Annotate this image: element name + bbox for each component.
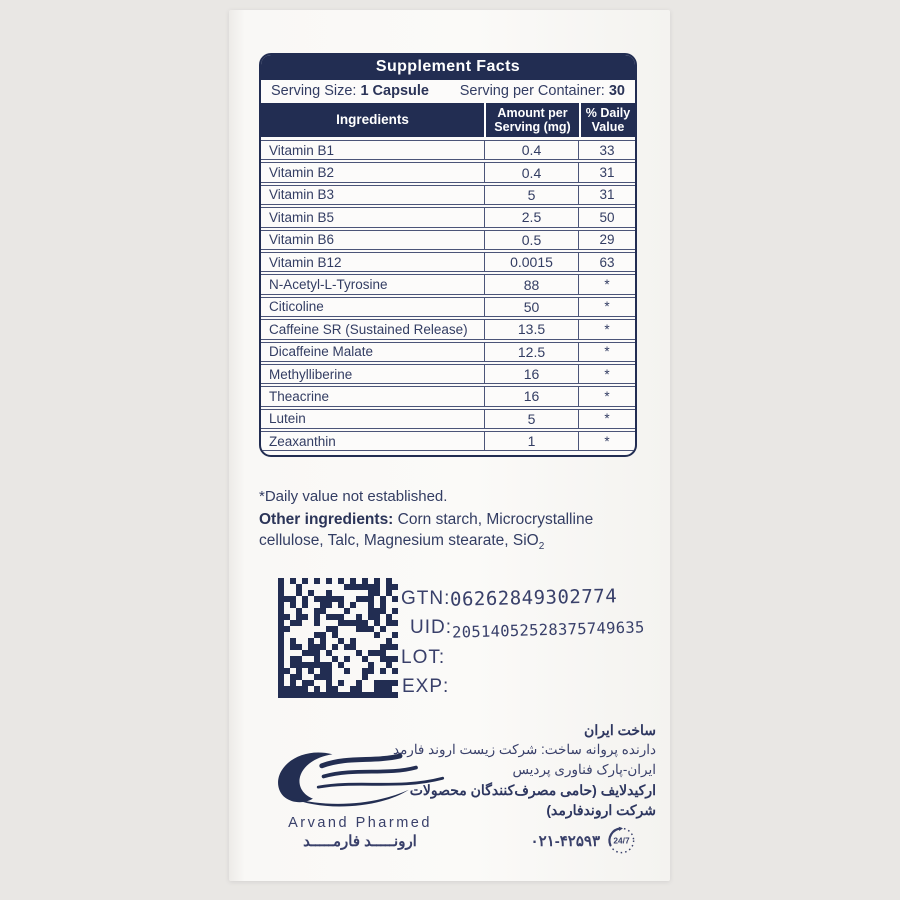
other-ingredients: Other ingredients: Corn starch, Microcrystalline cellulose, Talc, Magnesium stearate, SiO$_2$ xyxy=(259,511,594,553)
column-header-ingredients: Ingredients xyxy=(336,112,409,127)
table-row: Vitamin B1 0.4 33 xyxy=(261,140,635,160)
svg-text:24/7: 24/7 xyxy=(613,835,630,846)
supplement-facts-title: Supplement Facts xyxy=(261,55,635,80)
uid-line xyxy=(410,617,645,642)
lot-label: LOT: xyxy=(401,647,446,668)
other-ingredients-label: Other ingredients: xyxy=(259,511,394,528)
gtn-value: 06262849302774 xyxy=(450,585,618,611)
phone-number: ۰۲۱-۴۲۵۹۳ xyxy=(530,832,600,850)
company-line: شرکت اروندفارمد) xyxy=(546,802,656,818)
uid-label: UID: xyxy=(410,617,452,638)
gtn-line xyxy=(401,587,618,610)
table-row: Dicaffeine Malate 12.5 * xyxy=(261,342,635,362)
brand-name-en: Arvand Pharmed xyxy=(288,815,432,831)
serving-size-value: 1 Capsule xyxy=(360,83,429,99)
serving-per-container-label: Serving per Container: xyxy=(459,83,605,99)
table-row: Citicoline 50 * xyxy=(261,297,635,317)
arvand-pharmed-wave-logo-icon xyxy=(262,748,458,812)
brand-block xyxy=(257,748,463,850)
table-row: Vitamin B12 0.0015 63 xyxy=(261,252,635,272)
table-row: Zeaxanthin 1 * xyxy=(261,431,635,451)
serving-size xyxy=(271,83,429,99)
table-row: Vitamin B3 5 31 xyxy=(261,185,635,205)
exp-line xyxy=(402,676,449,698)
table-header xyxy=(261,103,635,137)
daily-value-footnote: *Daily value not established. xyxy=(259,488,448,505)
support-phone-row xyxy=(531,825,637,856)
table-row: Vitamin B5 2.5 50 xyxy=(261,207,635,227)
uid-value: 20514052528375749635 xyxy=(451,618,645,642)
column-header-amount: Amount per Serving (mg) xyxy=(484,103,579,137)
serving-per-container-value: 30 xyxy=(608,83,625,99)
table-row: Vitamin B6 0.5 29 xyxy=(261,230,635,250)
table-row: Caffeine SR (Sustained Release) 13.5 * xyxy=(261,319,635,339)
orchid-life-line: ارکیدلایف (حامی مصرف‌کنندگان محصولات xyxy=(409,782,656,798)
brand-name-fa: ارونـــــد فارمـــــد xyxy=(303,833,417,850)
column-header-daily-value: % Daily Value xyxy=(579,103,635,137)
lot-line xyxy=(401,647,445,669)
table-row: Vitamin B2 0.4 31 xyxy=(261,162,635,182)
table-row: Lutein 5 * xyxy=(261,409,635,429)
table-body xyxy=(261,137,635,455)
license-holder-line: دارنده پروانه ساخت: شرکت زیست اروند فارمد xyxy=(392,742,656,757)
supplement-facts-table xyxy=(259,53,637,457)
table-row: Theacrine 16 * xyxy=(261,386,635,406)
box-back-panel xyxy=(229,10,670,881)
24-7-badge-icon xyxy=(606,825,637,856)
serving-per-container xyxy=(460,83,625,99)
made-in-iran-line: ساخت ایران xyxy=(584,722,656,738)
technology-park-line: ایران-پارک فناوری پردیس xyxy=(512,762,656,777)
datamatrix-code xyxy=(278,578,398,698)
table-row: Methylliberine 16 * xyxy=(261,364,635,384)
gtn-label: GTN: xyxy=(401,588,451,609)
serving-row xyxy=(261,80,635,103)
table-row: N-Acetyl-L-Tyrosine 88 * xyxy=(261,274,635,294)
exp-label: EXP: xyxy=(402,676,450,697)
serving-size-label: Serving Size: xyxy=(271,83,357,99)
